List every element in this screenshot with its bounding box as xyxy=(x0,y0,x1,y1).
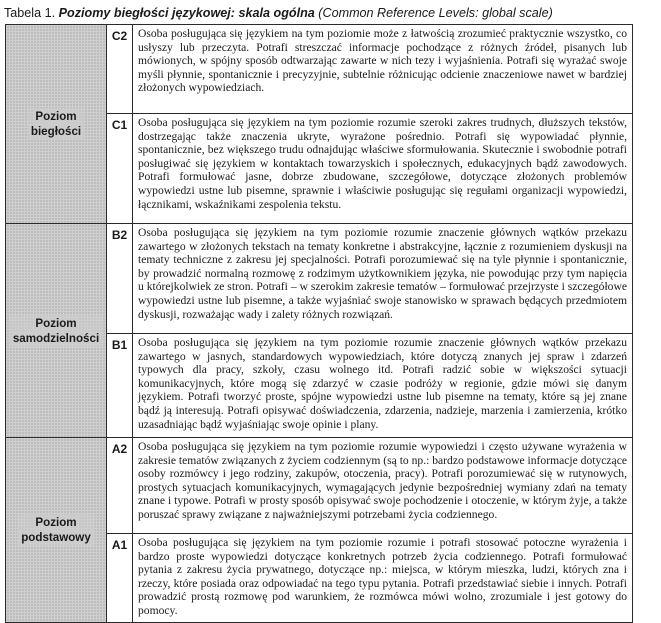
group-label-line2: podstawowy xyxy=(21,531,91,544)
group-basic xyxy=(6,438,107,623)
level-code: A2 xyxy=(107,438,133,534)
group-proficient xyxy=(6,25,107,224)
group-label-line2: samodzielności xyxy=(12,331,100,345)
group-label-line2: biegłości xyxy=(30,125,82,138)
level-code: C2 xyxy=(107,25,133,114)
level-description: Osoba posługująca się językiem na tym poziomie rozumie wypowiedzi i często używane wyrażenia w zakresie tematów związanych z życiem codziennym (są to np.: bardzo podstawowe informacje dotyczące osoby rozmówcy i jego rodziny, zakupów, otoczenia, pracy). Potrafi porozumiewać się w rutynowych, prostych sytuacjach komunikacyjnych, wymagających jedynie bezpośredniej wymiany zdań na tematy znane i typowe. Potrafi w prosty sposób opisywać swoje pochodzenie i otoczenie, w którym żyje, a także poruszać sprawy związane z najważniejszymi potrzebami życia codziennego. xyxy=(133,438,633,534)
caption-prefix: Tabela 1. xyxy=(4,6,59,20)
level-code: B2 xyxy=(107,224,133,334)
level-code: C1 xyxy=(107,114,133,224)
table-row-c2 xyxy=(6,25,633,114)
group-label xyxy=(27,108,85,140)
level-description: Osoba posługująca się językiem na tym poziomie rozumie i potrafi stosować potoczne wyrażenia i bardzo proste wypowiedzi dotyczące konkretnych potrzeb życia codziennego. Potrafi formułować pytania z zakresu życia prywatnego, dotyczące np.: miejsca, w którym mieszka, ludzi, których zna i rzeczy, które posiada oraz odpowiadać na tego typu pytania. Potrafi przedstawiać siebie i innych. Potrafi prowadzić prostą rozmowę pod warunkiem, że rozmówca mówi wolno, zrozumiale i jest gotowy do pomocy. xyxy=(133,534,633,623)
caption-subtitle: (Common Reference Levels: global scale) xyxy=(314,6,553,20)
level-description: Osoba posługująca się językiem na tym poziomie może z łatwością zrozumieć praktycznie wszystko, co usłyszy lub przeczyta. Potrafi streszczać informacje pochodzące z różnych źródeł, pisanych lub mówionych, w spójny sposób odtwarzając zawarte w nich tezy i wyjaśnienia. Potrafi się wyrażać swoje myśli płynnie, spontanicznie i precyzyjnie, subtelnie różnicując odcienie znaczeniowe nawet w bardziej złożonych wypowiedziach. xyxy=(133,25,633,114)
group-independent xyxy=(6,224,107,438)
table-caption xyxy=(4,3,656,23)
level-code: B1 xyxy=(107,334,133,438)
level-description: Osoba posługująca się językiem na tym poziomie rozumie szeroki zakres trudnych, dłuższych tekstów, dostrzegając także znaczenia ukryte, wyrażone pośrednio. Potrafi się wypowiadać płynnie, spontanicznie, bez większego trudu odnajdując właściwe sformułowania. Skutecznie i swobodnie potrafi posługiwać się językiem w kontaktach towarzyskich i społecznych, edukacyjnych bądź zawodowych. Potrafi formułować jasne, dobrze zbudowane, szczegółowe, dotyczące złożonych problemów wypowiedzi ustne lub pisemne, sprawnie i właściwie posługując się regułami organizacji wypowiedzi, łącznikami, wskaźnikami zespolenia tekstu. xyxy=(133,114,633,224)
table-row-a2 xyxy=(6,438,633,534)
group-label-line1: Poziom xyxy=(35,316,77,330)
level-description: Osoba posługująca się językiem na tym poziomie rozumie znaczenie głównych wątków przekazu zawartego w jasnych, standardowych wypowiedziach, które dotyczą znanych jej spraw i zdarzeń typowych dla pracy, szkoły, czasu wolnego itd. Potrafi radzić sobie w większości sytuacji komunikacyjnych, które mogą się zdarzyć w czasie podróży w regionie, gdzie mówi się danym językiem. Potrafi tworzyć proste, spójne wypowiedzi ustne lub pisemne na tematy, które są jej znane bądź ją interesują. Potrafi opisywać doświadczenia, zdarzenia, nadzieje, marzenia i zamierzenia, krótko uzasadniając bądź wyjaśniając swoje opinie i plany. xyxy=(133,334,633,438)
levels-table xyxy=(5,24,633,623)
group-label-line1: Poziom xyxy=(35,110,77,123)
table-row-b2 xyxy=(6,224,633,334)
level-code: A1 xyxy=(107,534,133,623)
level-description: Osoba posługująca się językiem na tym poziomie rozumie znaczenie głównych wątków przekazu zawartego w złożonych tekstach na tematy konkretne i abstrakcyjne, łącznie z rozumieniem dyskusji na tematy techniczne z zakresu jej specjalności. Potrafi porozumiewać się na tyle płynnie i spontanicznie, by prowadzić normalną rozmowę z rodzimym użytkownikiem języka, nie powodując przy tym napięcia u którejkolwiek ze stron. Potrafi – w szerokim zakresie tematów – formułować przejrzyste i szczegółowe wypowiedzi ustne lub pisemne, a także wyjaśniać swoje stanowisko w sprawach będących przedmiotem dyskusji, rozważając wady i zalety różnych rozwiązań. xyxy=(133,224,633,334)
group-label xyxy=(9,315,103,347)
caption-title: Poziomy biegłości językowej: skala ogólna xyxy=(58,6,315,20)
group-label xyxy=(17,514,95,546)
group-label-line1: Poziom xyxy=(35,516,77,529)
